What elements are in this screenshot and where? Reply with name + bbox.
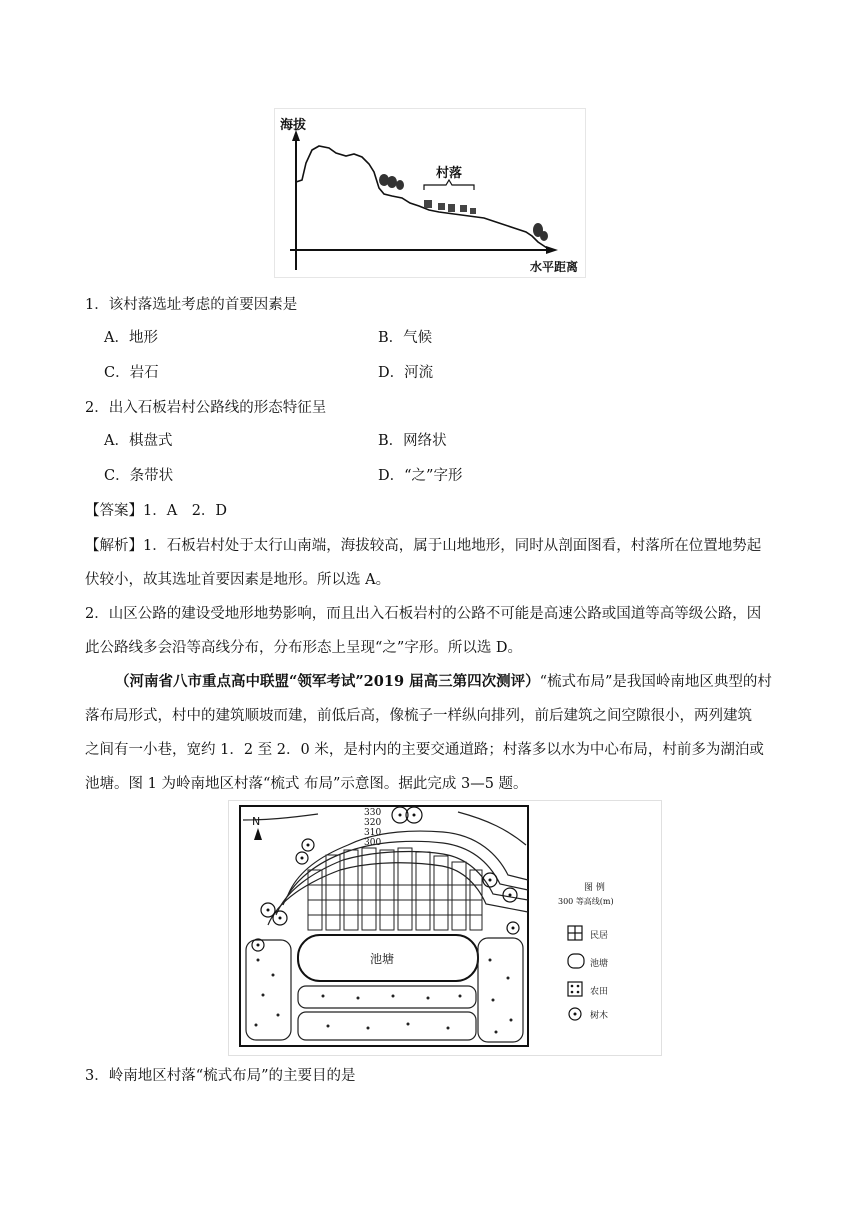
profile-figure (274, 108, 586, 278)
passage-line-1 (115, 672, 772, 692)
analysis-line-2: 伏较小，故其选址首要因素是地形。所以选 A。 (85, 572, 391, 588)
q2-option-a: A．棋盘式 (104, 433, 173, 449)
legend-contour: 300 等高线(m) (558, 897, 614, 906)
passage-source: （河南省八市重点高中联盟“领军考试”2019 届高三第四次测评） (115, 673, 540, 690)
legend-title: 图 例 (584, 883, 605, 893)
q1-option-b: B．气候 (378, 330, 433, 346)
q2-option-c: C．条带状 (104, 468, 174, 484)
contour-label-300: 300 (364, 838, 382, 848)
legend-field: 农田 (590, 987, 609, 997)
analysis-line-1: 【解析】1．石板岩村处于太行山南端，海拔较高，属于山地地形，同时从剖面图看，村落所在位置地势起 (85, 538, 762, 554)
analysis-line-3: 2．山区公路的建设受地形地势影响，而且出入石板岩村的公路不可能是高速公路或国道等高等级公路，因 (85, 606, 762, 622)
legend-tree: 树木 (590, 1011, 609, 1021)
passage-line-2: 落布局形式，村中的建筑顺坡而建，前低后高，像梳子一样纵向排列，前后建筑之间空隙很小，两列建筑 (85, 708, 752, 724)
village-label: 村落 (436, 166, 463, 181)
q2-stem: 2．出入石板岩村公路线的形态特征呈 (85, 400, 327, 416)
q1-option-c: C．岩石 (104, 365, 159, 381)
village-map-figure (228, 800, 662, 1056)
q1-option-d: D．河流 (378, 365, 434, 381)
legend-pond: 池塘 (590, 959, 609, 969)
q2-option-b: B．网络状 (378, 433, 447, 449)
q1-option-a: A．地形 (104, 330, 158, 346)
passage-line-4: 池塘。图 1 为岭南地区村落“梳式 布局”示意图。据此完成 3—5 题。 (85, 776, 528, 792)
q2-option-d: D．“之”字形 (378, 468, 463, 484)
passage-line-1-text: “梳式布局”是我国岭南地区典型的村 (539, 674, 772, 690)
north-label: N (252, 815, 261, 828)
profile-y-label: 海拔 (280, 118, 307, 133)
passage-line-3: 之间有一小巷，宽约 1．2 至 2．0 米，是村内的主要交通道路；村落多以水为中心布局，村前多为湖泊或 (85, 742, 764, 758)
profile-x-label: 水平距离 (530, 260, 579, 274)
contour-label-320: 320 (364, 818, 382, 828)
legend-house: 民居 (590, 931, 609, 941)
q1-stem: 1．该村落选址考虑的首要因素是 (85, 297, 298, 313)
q3-stem: 3．岭南地区村落“梳式布局”的主要目的是 (85, 1068, 356, 1084)
contour-label-330: 330 (364, 808, 382, 818)
answer-line: 【答案】1．A 2．D (85, 503, 228, 519)
contour-label-310: 310 (364, 828, 382, 838)
analysis-line-4: 此公路线多会沿等高线分布，分布形态上呈现“之”字形。所以选 D。 (85, 640, 523, 656)
pond-label: 池塘 (370, 952, 395, 966)
